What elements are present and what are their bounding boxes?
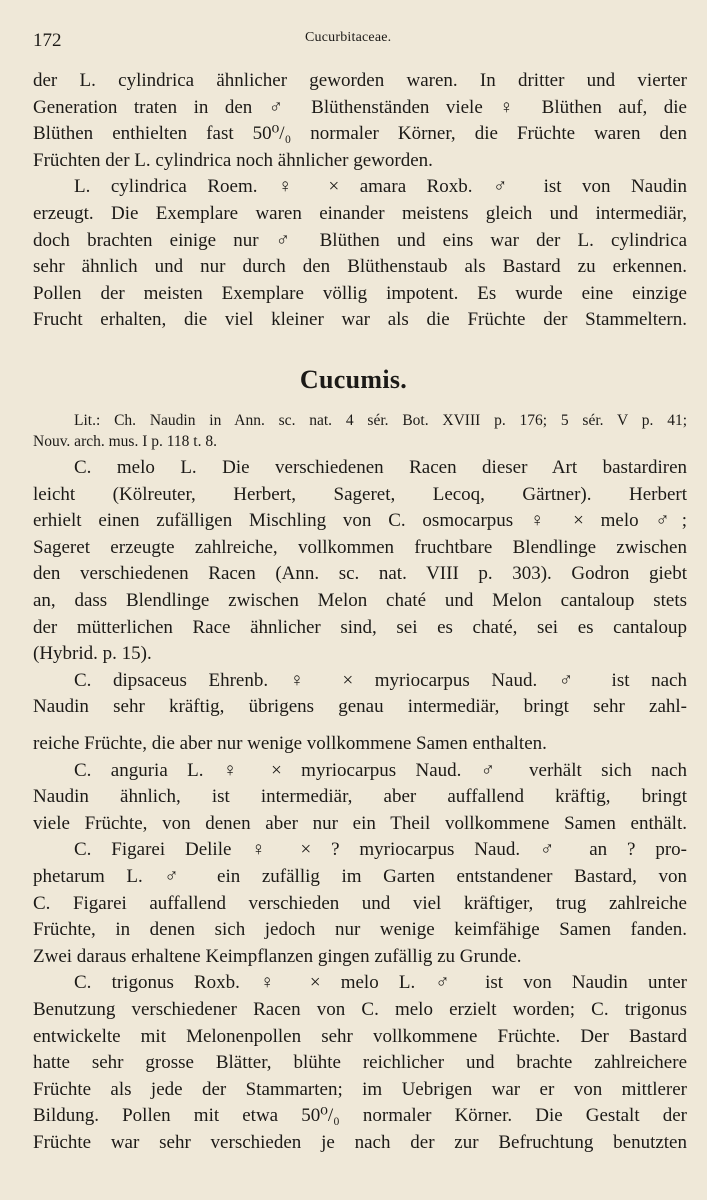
text-line: der mütterlichen Race ähnlicher sind, sei es chaté, sei es cantaloup — [33, 616, 687, 638]
running-head: Cucurbitaceae. — [305, 30, 392, 45]
literature-line: Nouv. arch. mus. I p. 118 t. 8. — [33, 433, 217, 450]
page-number: 172 — [33, 30, 62, 51]
text-line: Früchte als jede der Stammarten; im Uebrigen war er von mittlerer — [33, 1078, 687, 1100]
text-line: C. Figarei auffallend verschieden und viel kräftiger, trug zahlreiche — [33, 892, 687, 914]
text-line: der L. cylindrica ähnlicher geworden waren. In dritter und vierter — [33, 70, 687, 91]
text-line: Pollen der meisten Exemplare völlig impotent. Es wurde eine einzige — [33, 282, 687, 304]
text-line: doch brachten einige nur ♂ Blüthen und eins war der L. cylindrica — [33, 229, 687, 251]
text-line: Früchte war sehr verschieden je nach der zur Befruchtung benutzten — [33, 1131, 687, 1153]
text-line: C. trigonus Roxb. ♀ × melo L. ♂ ist von Naudin unter — [74, 972, 687, 994]
text-line: Naudin ähnlich, ist intermediär, aber auffallend kräftig, bringt — [33, 786, 687, 808]
text-line: viele Früchte, von denen aber nur ein Theil vollkommene Samen enthält. — [33, 812, 687, 834]
text-line: hatte sehr grosse Blätter, blühte reichlicher und brachte zahlreichere — [33, 1052, 687, 1074]
literature-line: Lit.: Ch. Naudin in Ann. sc. nat. 4 sér. Bot. XVIII p. 176; 5 sér. V p. 41; — [74, 412, 687, 429]
text-line: an, dass Blendlinge zwischen Melon chaté und Melon cantaloup stets — [33, 589, 687, 611]
page-header — [0, 30, 707, 56]
text-line: Sageret erzeugte zahlreiche, vollkommen fruchtbare Blendlinge zwischen — [33, 536, 687, 558]
text-line: den verschiedenen Racen (Ann. sc. nat. VIII p. 303). Godron giebt — [33, 563, 687, 585]
literature-references — [33, 410, 687, 452]
section-heading: Cucumis. — [299, 365, 408, 394]
text-line: C. Figarei Delile ♀ × ? myriocarpus Naud. ♂ an ? pro- — [74, 839, 687, 861]
text-line: Generation traten in den ♂ Blüthenständen viele ♀ Blüthen auf, die — [33, 96, 687, 118]
text-block-cucumis-2 — [33, 731, 687, 1157]
text-line: Frucht erhalten, die viel kleiner war als die Früchte der Stammeltern. — [33, 309, 687, 331]
text-line: Früchte, in denen sich jedoch nur wenige keimfähige Samen fanden. — [33, 919, 687, 941]
text-line: Naudin sehr kräftig, übrigens genau intermediär, bringt sehr zahl- — [33, 696, 687, 718]
text-line: L. cylindrica Roem. ♀ × amara Roxb. ♂ ist von Naudin — [74, 176, 687, 198]
text-block-cucumis-1 — [33, 455, 687, 721]
text-line: sehr ähnlich und nur durch den Blüthenstaub als Bastard zu erkennen. — [33, 256, 687, 278]
text-line: entwickelte mit Melonenpollen sehr vollkommene Früchte. Der Bastard — [33, 1025, 687, 1047]
text-line: C. dipsaceus Ehrenb. ♀ × myriocarpus Naud. ♂ ist nach — [74, 669, 687, 691]
text-line: erzeugt. Die Exemplare waren einander meistens gleich und intermediär, — [33, 202, 687, 224]
text-line: Früchten der L. cylindrica noch ähnlicher geworden. — [33, 149, 433, 171]
text-line: (Hybrid. p. 15). — [33, 643, 152, 665]
text-line: leicht (Kölreuter, Herbert, Sageret, Lecoq, Gärtner). Herbert — [33, 483, 687, 505]
text-line: Benutzung verschiedener Racen von C. melo erzielt worden; C. trigonus — [33, 998, 687, 1020]
text-line: Blüthen enthielten fast 50⁰/₀ normaler Körner, die Früchte waren den — [33, 123, 687, 145]
text-line: erhielt einen zufälligen Mischling von C. osmocarpus ♀ × melo ♂; — [33, 510, 687, 532]
text-line: C. melo L. Die verschiedenen Racen dieser Art bastardiren — [74, 457, 687, 478]
text-line: Zwei daraus erhaltene Keimpflanzen gingen zufällig zu Grunde. — [33, 945, 522, 967]
text-line: C. anguria L. ♀ × myriocarpus Naud. ♂ verhält sich nach — [74, 759, 687, 781]
text-block-loffa — [33, 68, 687, 334]
text-line: phetarum L. ♂ ein zufällig im Garten entstandener Bastard, von — [33, 865, 687, 887]
text-line: Bildung. Pollen mit etwa 50⁰/₀ normaler Körner. Die Gestalt der — [33, 1105, 687, 1127]
text-line: reiche Früchte, die aber nur wenige vollkommene Samen enthalten. — [33, 733, 547, 754]
